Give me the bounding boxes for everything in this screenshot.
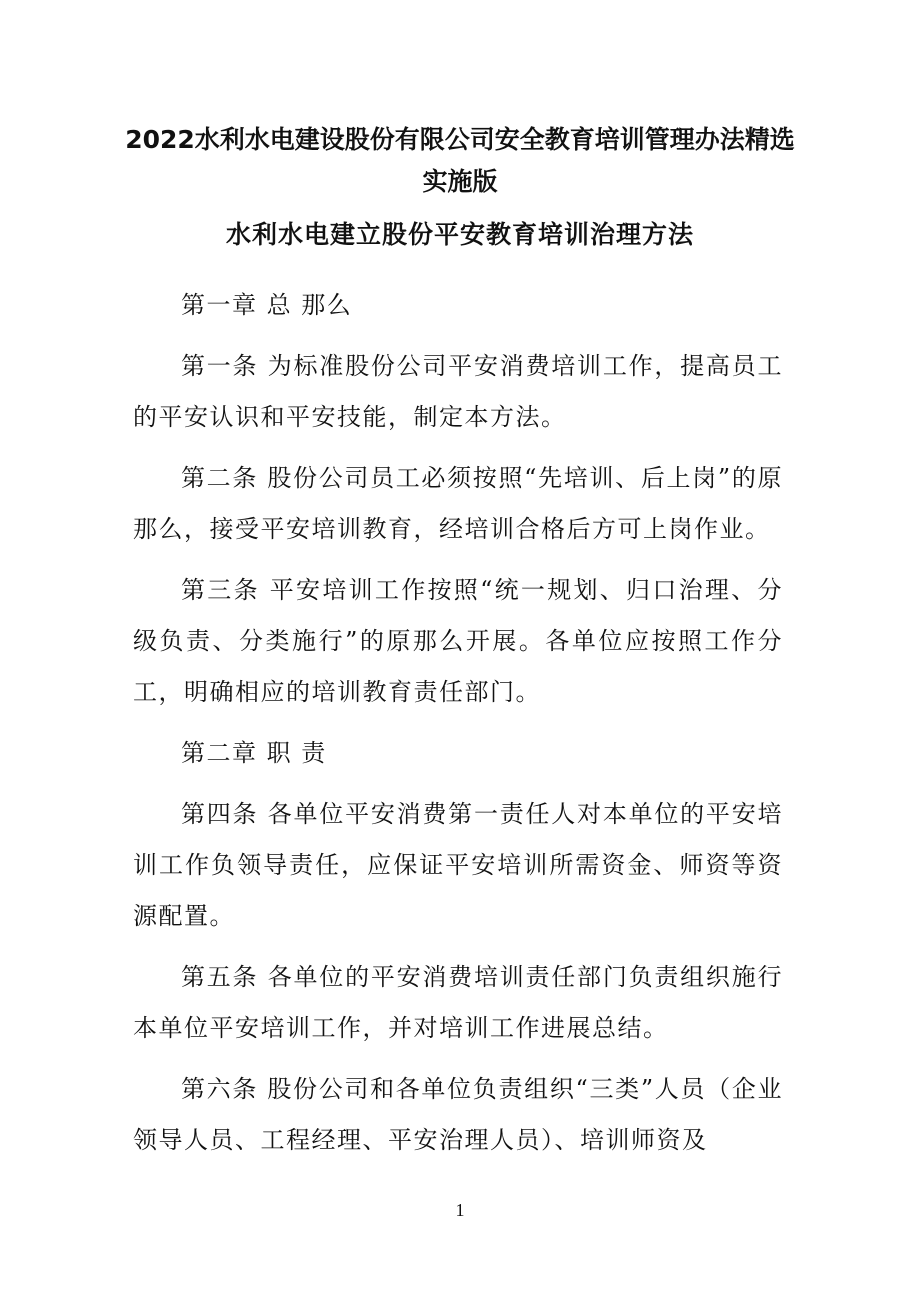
- document-title-line-1: 2022水利水电建设股份有限公司安全教育培训管理办法精选: [125, 125, 795, 154]
- article-5: 第五条 各单位的平安消费培训责任部门负责组织施行本单位平安培训工作，并对培训工作进展总结。: [133, 963, 783, 1042]
- chapter-1-heading: 第一章 总 那么: [181, 291, 353, 319]
- article-6: 第六条 股份公司和各单位负责组织“三类”人员（企业领导人员、工程经理、平安治理人员）、培训师资及: [133, 1075, 783, 1154]
- article-1: 第一条 为标准股份公司平安消费培训工作，提高员工的平安认识和平安技能，制定本方法。: [133, 352, 783, 431]
- document-subtitle: 水利水电建立股份平安教育培训治理方法: [225, 220, 694, 249]
- document-title-line-2: 实施版: [422, 167, 498, 196]
- chapter-2-heading: 第二章 职 责: [181, 739, 327, 767]
- article-4: 第四条 各单位平安消费第一责任人对本单位的平安培训工作负领导责任，应保证平安培训所需资金、师资等资源配置。: [133, 800, 783, 930]
- document-body: [133, 280, 783, 1176]
- article-3: 第三条 平安培训工作按照“统一规划、归口治理、分级负责、分类施行”的原那么开展。各单位应按照工作分工，明确相应的培训教育责任部门。: [133, 576, 783, 706]
- article-2: 第二条 股份公司员工必须按照“先培训、后上岗”的原那么，接受平安培训教育，经培训合格后方可上岗作业。: [133, 464, 783, 543]
- page-number: 1: [455, 1200, 465, 1220]
